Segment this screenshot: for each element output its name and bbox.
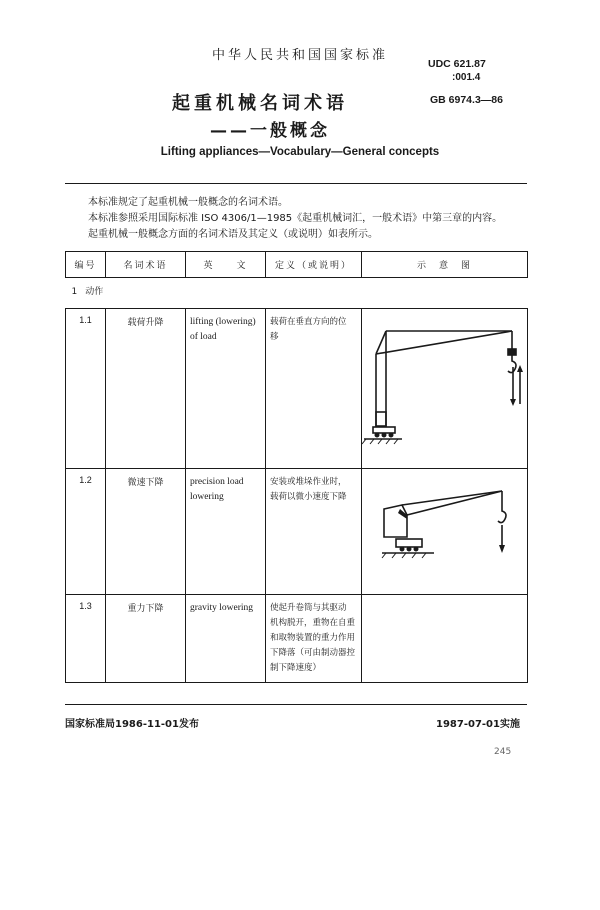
footer-rule	[65, 704, 527, 705]
english-line: of load	[190, 332, 217, 342]
wheel	[407, 547, 412, 552]
standard-body: 中华人民共和国国家标准	[211, 48, 388, 63]
definition-line: 下降落（可由制动器控	[270, 648, 356, 658]
table-header-row	[66, 252, 528, 278]
gb-number: GB 6974.3—86	[430, 94, 503, 106]
crane-base	[396, 539, 422, 547]
intro-line: 本标准规定了起重机械一般概念的名词术语。	[88, 197, 288, 208]
effective-date: 1987-07-01实施	[436, 719, 520, 730]
section-number: 1	[71, 287, 78, 297]
udc-code: UDC 621.87	[428, 58, 486, 70]
row-definition	[266, 595, 362, 683]
english-line: precision load	[190, 477, 244, 487]
row-figure	[362, 469, 528, 595]
header-number: 编号	[66, 252, 106, 278]
crane-cab	[384, 505, 407, 537]
definition-line: 移	[270, 332, 279, 342]
row-english	[186, 309, 266, 469]
header-term: 名词术语	[106, 252, 186, 278]
definition-line: 安装或堆垛作业时，	[270, 477, 347, 487]
header-definition: 定义（或说明）	[266, 252, 362, 278]
row-english	[186, 469, 266, 595]
row-number: 1.1	[66, 309, 106, 469]
definition-line: 制下降速度）	[270, 663, 322, 673]
issue-date: 国家标准局1986-11-01发布	[65, 719, 199, 730]
wheel	[400, 547, 405, 552]
row-definition	[266, 309, 362, 469]
wheel	[389, 433, 394, 438]
row-figure	[362, 595, 528, 683]
definition-line: 使起升卷筒与其驱动	[270, 603, 347, 613]
definition-line: 载荷在垂直方向的位	[270, 317, 347, 327]
english-title: Lifting appliances—Vocabulary—General concepts	[160, 146, 440, 158]
row-term: 微速下降	[106, 469, 186, 595]
arrow-head	[499, 545, 505, 553]
mobile-crane-diagram	[362, 469, 528, 591]
hook-icon	[508, 355, 516, 373]
jib-lower	[376, 331, 512, 354]
definition-line: 和取物装置的重力作用	[270, 633, 356, 643]
english-line: gravity lowering	[190, 603, 254, 613]
tower-crane-diagram	[362, 309, 528, 465]
arrow-head	[517, 365, 523, 372]
header-figure: 示 意 图	[362, 252, 528, 278]
table-row	[66, 469, 528, 595]
row-definition	[266, 469, 362, 595]
row-number: 1.2	[66, 469, 106, 595]
wheel	[375, 433, 380, 438]
table-row	[66, 309, 528, 469]
english-line: lifting (lowering)	[190, 317, 256, 327]
definition-line: 载荷以微小速度下降	[270, 492, 347, 502]
section-row	[66, 278, 528, 309]
row-term: 载荷升降	[106, 309, 186, 469]
hook-icon	[498, 505, 506, 523]
intro-line: 起重机械一般概念方面的名词术语及其定义（或说明）如表所示。	[88, 229, 378, 240]
header-english: 英 文	[186, 252, 266, 278]
row-english	[186, 595, 266, 683]
section-label: 动作	[85, 287, 104, 297]
row-figure	[362, 309, 528, 469]
crane-base	[373, 427, 395, 433]
intro-line: 本标准参照采用国际标准 ISO 4306/1—1985《起重机械词汇，一般术语》中第三章的内容。	[88, 213, 503, 224]
terms-table	[65, 251, 528, 683]
mast-brace	[376, 331, 386, 354]
wheel	[382, 433, 387, 438]
title-main: 起重机械名词术语	[172, 93, 348, 114]
udc-code-suffix: :001.4	[452, 72, 481, 83]
counterweight	[376, 412, 386, 426]
page-number: 245	[494, 747, 512, 757]
table-row	[66, 595, 528, 683]
definition-line: 机构脱开，重物在自重	[270, 618, 356, 628]
english-line: lowering	[190, 492, 224, 502]
header-rule	[65, 183, 527, 184]
row-term: 重力下降	[106, 595, 186, 683]
wheel	[414, 547, 419, 552]
hook-block	[508, 349, 516, 355]
row-number: 1.3	[66, 595, 106, 683]
arrow-head	[510, 399, 516, 406]
boom-pivot	[398, 509, 407, 519]
title-sub: ——一般概念	[210, 121, 330, 141]
